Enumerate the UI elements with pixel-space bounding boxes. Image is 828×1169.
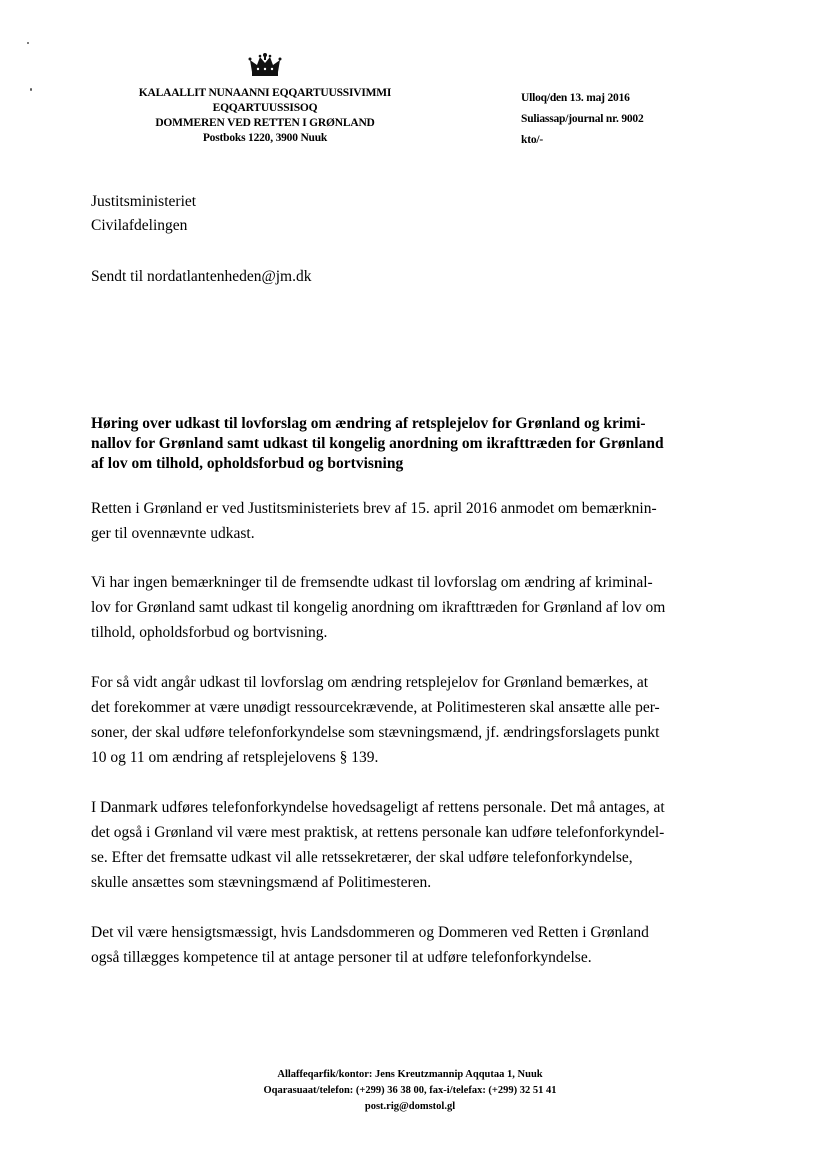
- letterhead-line: EQQARTUUSSISOQ: [212, 102, 318, 114]
- recipient-address: [91, 190, 196, 238]
- body-paragraph: [91, 920, 741, 970]
- letterhead-line: DOMMEREN VED RETTEN I GRØNLAND: [155, 117, 375, 129]
- scan-speck: [27, 42, 29, 44]
- crown-icon: [248, 52, 282, 80]
- paragraph-line: det også i Grønland vil være mest praktisk, at rettens personale kan udføre telefonforkyndel-: [91, 824, 665, 841]
- paragraph-line: soner, der skal udføre telefonforkyndelse som stævningsmænd, jf. ændringsforslagets punkt: [91, 724, 660, 741]
- body-paragraph: [91, 570, 741, 645]
- journal-number: Suliassap/journal nr. 9002: [521, 113, 644, 125]
- subject-line: af lov om tilhold, opholdsforbud og bortvisning: [91, 455, 404, 472]
- recipient-line: Justitsministeriet: [91, 193, 197, 210]
- contact-footer: [200, 1067, 620, 1115]
- subject-heading: [91, 414, 741, 474]
- sent-to-line: Sendt til nordatlantenheden@jm.dk: [91, 268, 312, 285]
- paragraph-line: I Danmark udføres telefonforkyndelse hovedsageligt af rettens personale. Det må antages, at: [91, 799, 665, 816]
- reference-block: [521, 88, 741, 151]
- paragraph-line: Det vil være hensigtsmæssigt, hvis Landsdommeren og Dommeren ved Retten i Grønland: [91, 924, 649, 941]
- body-paragraph: [91, 795, 741, 895]
- scan-speck: [30, 88, 32, 91]
- subject-line: nallov for Grønland samt udkast til kongelig anordning om ikrafttræden for Grønland: [91, 435, 664, 452]
- initials-line: kto/-: [521, 134, 544, 146]
- paragraph-line: ger til ovennævnte udkast.: [91, 525, 255, 542]
- paragraph-line: Vi har ingen bemærkninger til de fremsendte udkast til lovforslag om ændring af kriminal-: [91, 574, 653, 591]
- paragraph-line: skulle ansættes som stævningsmænd af Politimesteren.: [91, 874, 432, 891]
- footer-email: post.rig@domstol.gl: [364, 1101, 456, 1112]
- court-letterhead: [100, 86, 430, 146]
- recipient-line: Civilafdelingen: [91, 217, 188, 234]
- paragraph-line: også tillægges kompetence til at antage personer til at udføre telefonforkyndelse.: [91, 949, 592, 966]
- paragraph-line: tilhold, opholdsforbud og bortvisning.: [91, 624, 328, 641]
- body-paragraph: [91, 670, 741, 770]
- paragraph-line: 10 og 11 om ændring af retsplejelovens § 139.: [91, 749, 379, 766]
- paragraph-line: se. Efter det fremsatte udkast vil alle retssekretærer, der skal udføre telefonforkyndelse,: [91, 849, 633, 866]
- footer-phone: Oqarasuaat/telefon: (+299) 36 38 00, fax-i/telefax: (+299) 32 51 41: [263, 1085, 557, 1096]
- paragraph-line: lov for Grønland samt udkast til kongelig anordning om ikrafttræden for Grønland af lov om: [91, 599, 666, 616]
- paragraph-line: Retten i Grønland er ved Justitsministeriets brev af 15. april 2016 anmodet om bemærknin-: [91, 500, 657, 517]
- letterhead-line: KALAALLIT NUNAANNI EQQARTUUSSIVIMMI: [138, 87, 392, 99]
- date-line: Ulloq/den 13. maj 2016: [521, 92, 630, 104]
- paragraph-line: det forekommer at være unødigt ressourcekrævende, at Politimesteren skal ansætte alle per-: [91, 699, 660, 716]
- paragraph-line: For så vidt angår udkast til lovforslag om ændring retsplejelov for Grønland bemærkes, at: [91, 674, 649, 691]
- footer-address: Allaffeqarfik/kontor: Jens Kreutzmannip Aqqutaa 1, Nuuk: [277, 1069, 543, 1080]
- letterhead-line: Postboks 1220, 3900 Nuuk: [202, 132, 328, 144]
- subject-line: Høring over udkast til lovforslag om ændring af retsplejelov for Grønland og krimi-: [91, 415, 646, 432]
- body-paragraph: [91, 496, 741, 546]
